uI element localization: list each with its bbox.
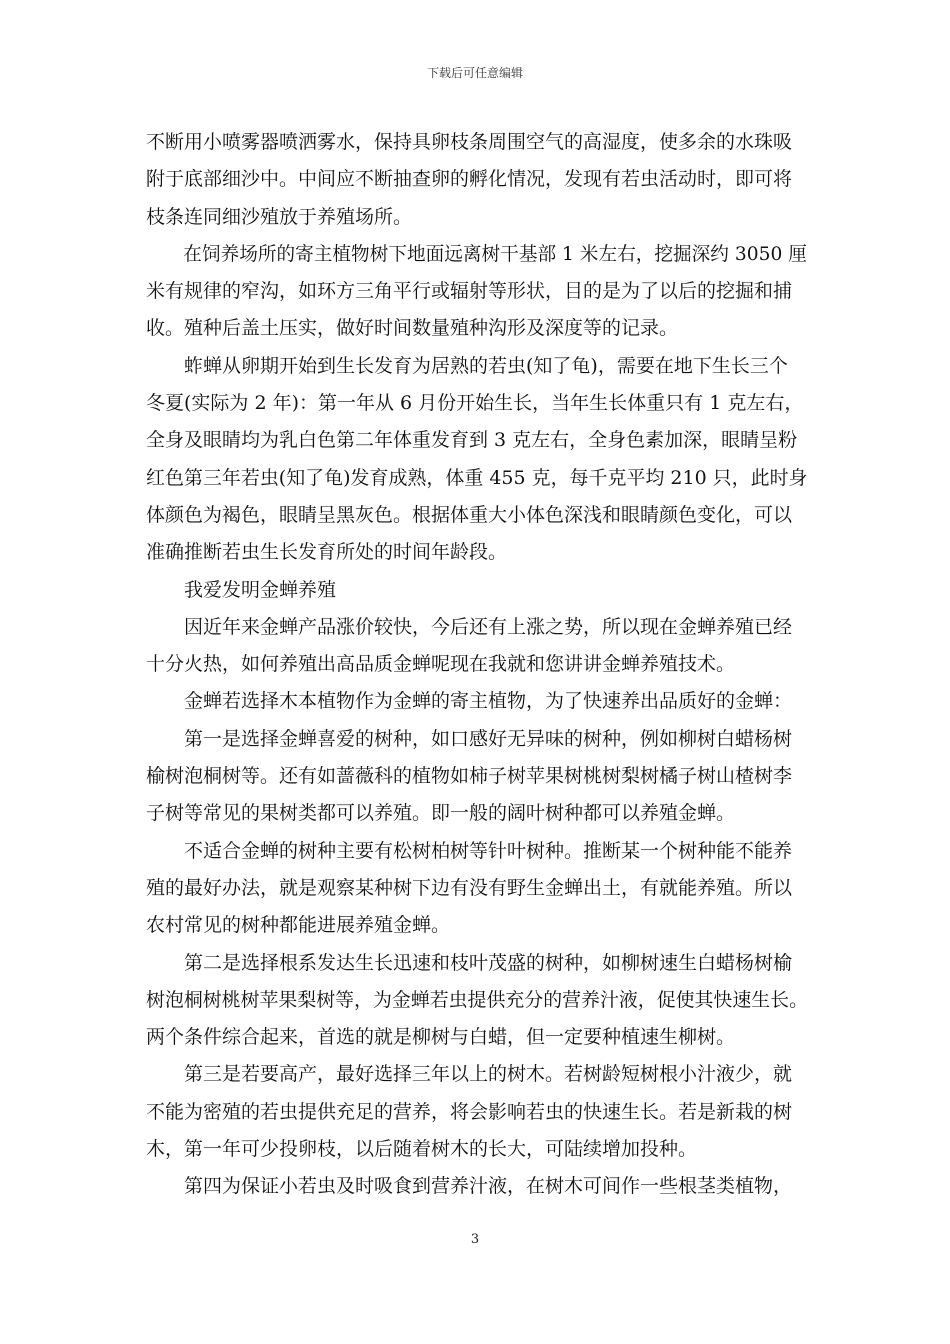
paragraph — [146, 1168, 808, 1205]
text-line: 第一是选择金蝉喜爱的树种，如口感好无异味的树种，例如柳树白蜡杨树 — [184, 727, 793, 750]
text-line: 附于底部细沙中。中间应不断抽查卵的孵化情况，发现有若虫活动时，即可将 — [146, 168, 793, 191]
text-line: 不断用小喷雾器喷洒雾水，保持具卵枝条周围空气的高湿度，使多余的水珠吸 — [146, 131, 793, 153]
text-line: 殖的最好办法，就是观察某种树下边有没有野生金蝉出土，有就能养殖。所以 — [146, 876, 793, 899]
text-line: 蚱蝉从卵期开始到生长发育为居熟的若虫(知了龟)，需要在地下生长三个 — [184, 354, 788, 377]
text-line: 在饲养场所的寄主植物树下地面远离树干基部 1 米左右，挖掘深约 3050 厘 — [183, 242, 807, 265]
text-line: 第四为保证小若虫及时吸食到营养汁液，在树木可间作一些根茎类植物， — [184, 1175, 793, 1198]
text-line: 因近年来金蝉产品涨价较快，今后还有上涨之势，所以现在金蝉养殖已经 — [184, 615, 793, 638]
paragraph — [146, 833, 808, 945]
text-line: 金蝉若选择木本植物作为金蝉的寄主植物，为了快速养出品质好的金蝉： — [184, 690, 793, 713]
paragraph — [146, 124, 808, 236]
text-line: 全身及眼睛均为乳白色第二年体重发育到 3 克左右，全身色素加深，眼睛呈粉 — [146, 429, 798, 452]
text-line: 准确推断若虫生长发育所处的时间年龄段。 — [146, 541, 508, 564]
text-line: 榆树泡桐树等。还有如蔷薇科的植物如柿子树苹果树桃树梨树橘子树山楂树李 — [146, 765, 793, 788]
paragraph — [146, 1056, 808, 1168]
paragraph — [146, 683, 808, 720]
text-line: 树泡桐树桃树苹果梨树等，为金蝉若虫提供充分的营养汁液，促使其快速生长。 — [146, 988, 809, 1011]
text-line: 我爱发明金蝉养殖 — [184, 578, 337, 601]
text-line: 米有规律的窄沟，如环方三角平行或辐射等形状，目的是为了以后的挖掘和捕 — [146, 280, 793, 303]
paragraph — [146, 721, 808, 833]
page-header: 下载后可任意编辑 — [426, 66, 523, 80]
text-line: 第二是选择根系发达生长迅速和枝叶茂盛的树种，如柳树速生白蜡杨树榆 — [184, 951, 793, 974]
paragraph — [146, 348, 808, 572]
text-line: 收。殖种后盖土压实，做好时间数量殖种沟形及深度等的记录。 — [146, 317, 679, 340]
text-line: 红色第三年若虫(知了龟)发育成熟，体重 455 克，每千克平均 210 只，此时身 — [146, 466, 808, 489]
text-line: 第三是若要高产，最好选择三年以上的树木。若树龄短树根小汁液少，就 — [184, 1063, 793, 1086]
text-line: 不适合金蝉的树种主要有松树柏树等针叶树种。推断某一个树种能不能养 — [184, 839, 793, 862]
text-line: 子树等常见的果树类都可以养殖。即一般的阔叶树种都可以养殖金蝉。 — [146, 802, 736, 825]
text-line: 十分火热，如何养殖出高品质金蝉呢现在我就和您讲讲金蝉养殖技术。 — [146, 653, 736, 676]
text-line: 不能为密殖的若虫提供充足的营养，将会影响若虫的快速生长。若是新栽的树 — [146, 1100, 793, 1123]
text-line: 体颜色为褐色，眼睛呈黑灰色。根据体重大小体色深浅和眼睛颜色变化，可以 — [146, 503, 793, 526]
page-number: 3 — [470, 1232, 480, 1247]
paragraph — [146, 945, 808, 1057]
paragraph — [146, 236, 808, 348]
text-line: 枝条连同细沙殖放于养殖场所。 — [146, 205, 413, 228]
text-line: 冬夏(实际为 2 年)：第一年从 6 月份开始生长，当年生长体重只有 1 克左右， — [146, 392, 804, 415]
document-body — [146, 124, 808, 1206]
text-line: 农村常见的树种都能进展养殖金蝉。 — [146, 914, 451, 937]
paragraph — [146, 609, 808, 684]
paragraph — [146, 572, 808, 609]
text-line: 木，第一年可少投卵枝，以后随着树木的长大，可陆续增加投种。 — [146, 1138, 698, 1161]
text-line: 两个条件综合起来，首选的就是柳树与白蜡，但一定要种植速生柳树。 — [146, 1026, 736, 1049]
